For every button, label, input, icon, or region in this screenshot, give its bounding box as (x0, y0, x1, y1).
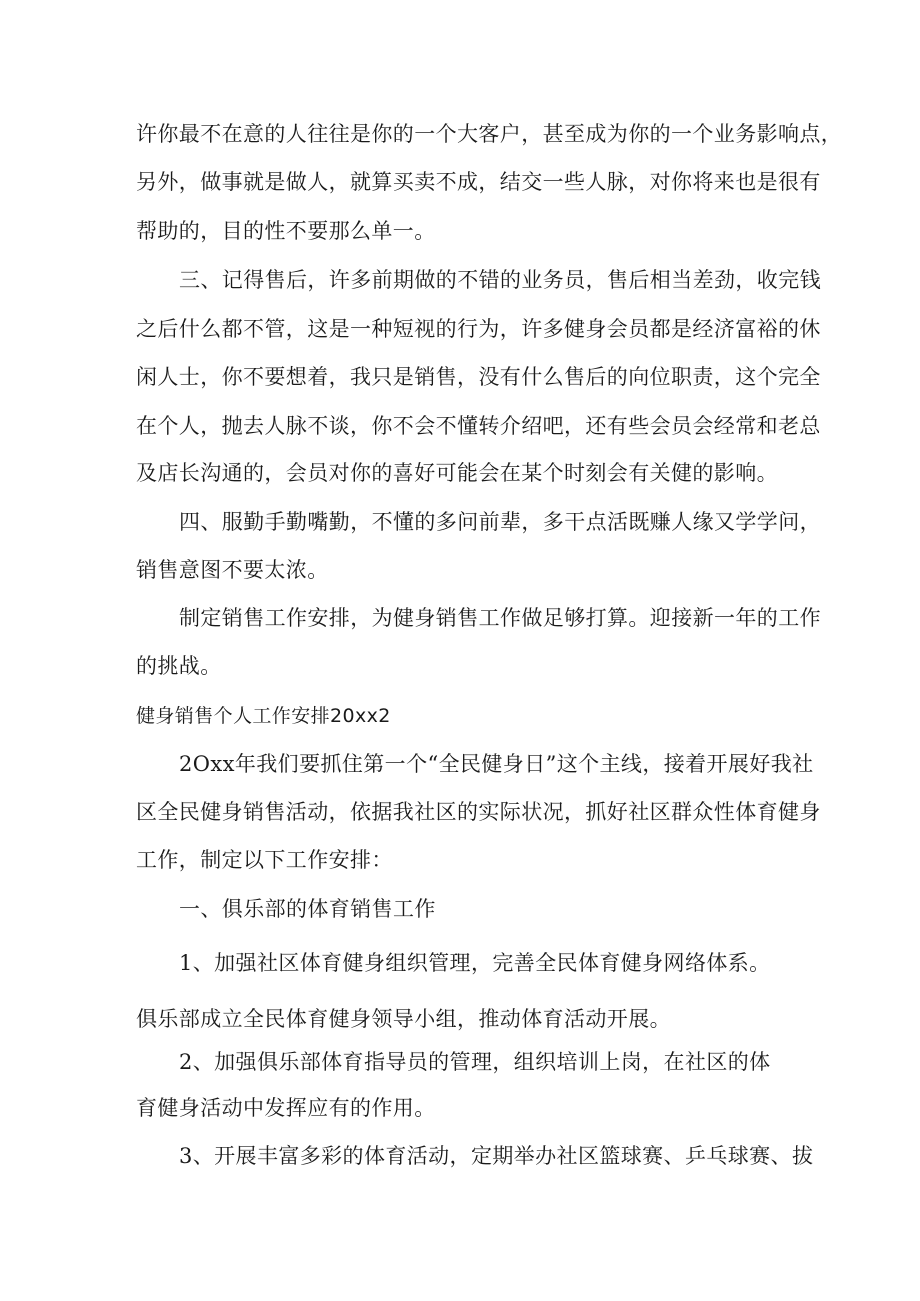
text-line-19: 俱乐部成立全民体育健身领导小组，推动体育活动开展。 (136, 1007, 671, 1031)
text-line-9: 四、服勤手勤嘴勤，不懂的多问前辈，多干点活既赚人缘又学学问， (179, 510, 821, 534)
text-line-6: 闲人士，你不要想着，我只是销售，没有什么售后的向位职责，这个完全 (136, 365, 821, 389)
text-line-20: 2、加强俱乐部体育指导员的管理，组织培训上岗，在社区的体 (179, 1050, 771, 1074)
text-line-1: 许你最不在意的人往往是你的一个大客户，甚至成为你的一个业务影响点， (136, 122, 843, 146)
text-line-16: 工作，制定以下工作安排： (136, 848, 393, 872)
text-line-4: 三、记得售后，许多前期做的不错的业务员，售后相当差劲，收完钱 (179, 268, 821, 292)
section-heading: 健身销售个人工作安排20xx2 (136, 705, 391, 727)
text-line-14: 2Oxx年我们要抓住第一个“全民健身日”这个主线，接着开展好我社 (179, 752, 814, 776)
text-line-11: 制定销售工作安排，为健身销售工作做足够打算。迎接新一年的工作 (179, 606, 821, 630)
text-line-10: 销售意图不要太浓。 (136, 558, 329, 582)
text-line-7: 在个人，抛去人脉不谈，你不会不懂转介绍吧，还有些会员会经常和老总 (136, 414, 821, 438)
text-line-2: 另外，做事就是做人，就算买卖不成，结交一些人脉，对你将来也是很有 (136, 170, 821, 194)
text-line-22: 3、开展丰富多彩的体育活动，定期举办社区篮球赛、乒乓球赛、拔 (179, 1144, 814, 1168)
text-line-5: 之后什么都不管，这是一种短视的行为，许多健身会员都是经济富裕的休 (136, 317, 821, 341)
text-line-18: 1、加强社区体育健身组织管理，完善全民体育健身网络体系。 (179, 951, 771, 975)
text-line-12: 的挑战。 (136, 654, 222, 678)
text-line-15: 区全民健身销售活动，依据我社区的实际状况，抓好社区群众性体育健身 (136, 800, 821, 824)
text-line-21: 育健身活动中发挥应有的作用。 (136, 1096, 436, 1120)
text-line-3: 帮助的，目的性不要那么单一。 (136, 219, 436, 243)
text-line-17: 一、俱乐部的体育销售工作 (179, 897, 436, 921)
text-line-8: 及店长沟通的，会员对你的喜好可能会在某个时刻会有关健的影响。 (136, 461, 778, 485)
